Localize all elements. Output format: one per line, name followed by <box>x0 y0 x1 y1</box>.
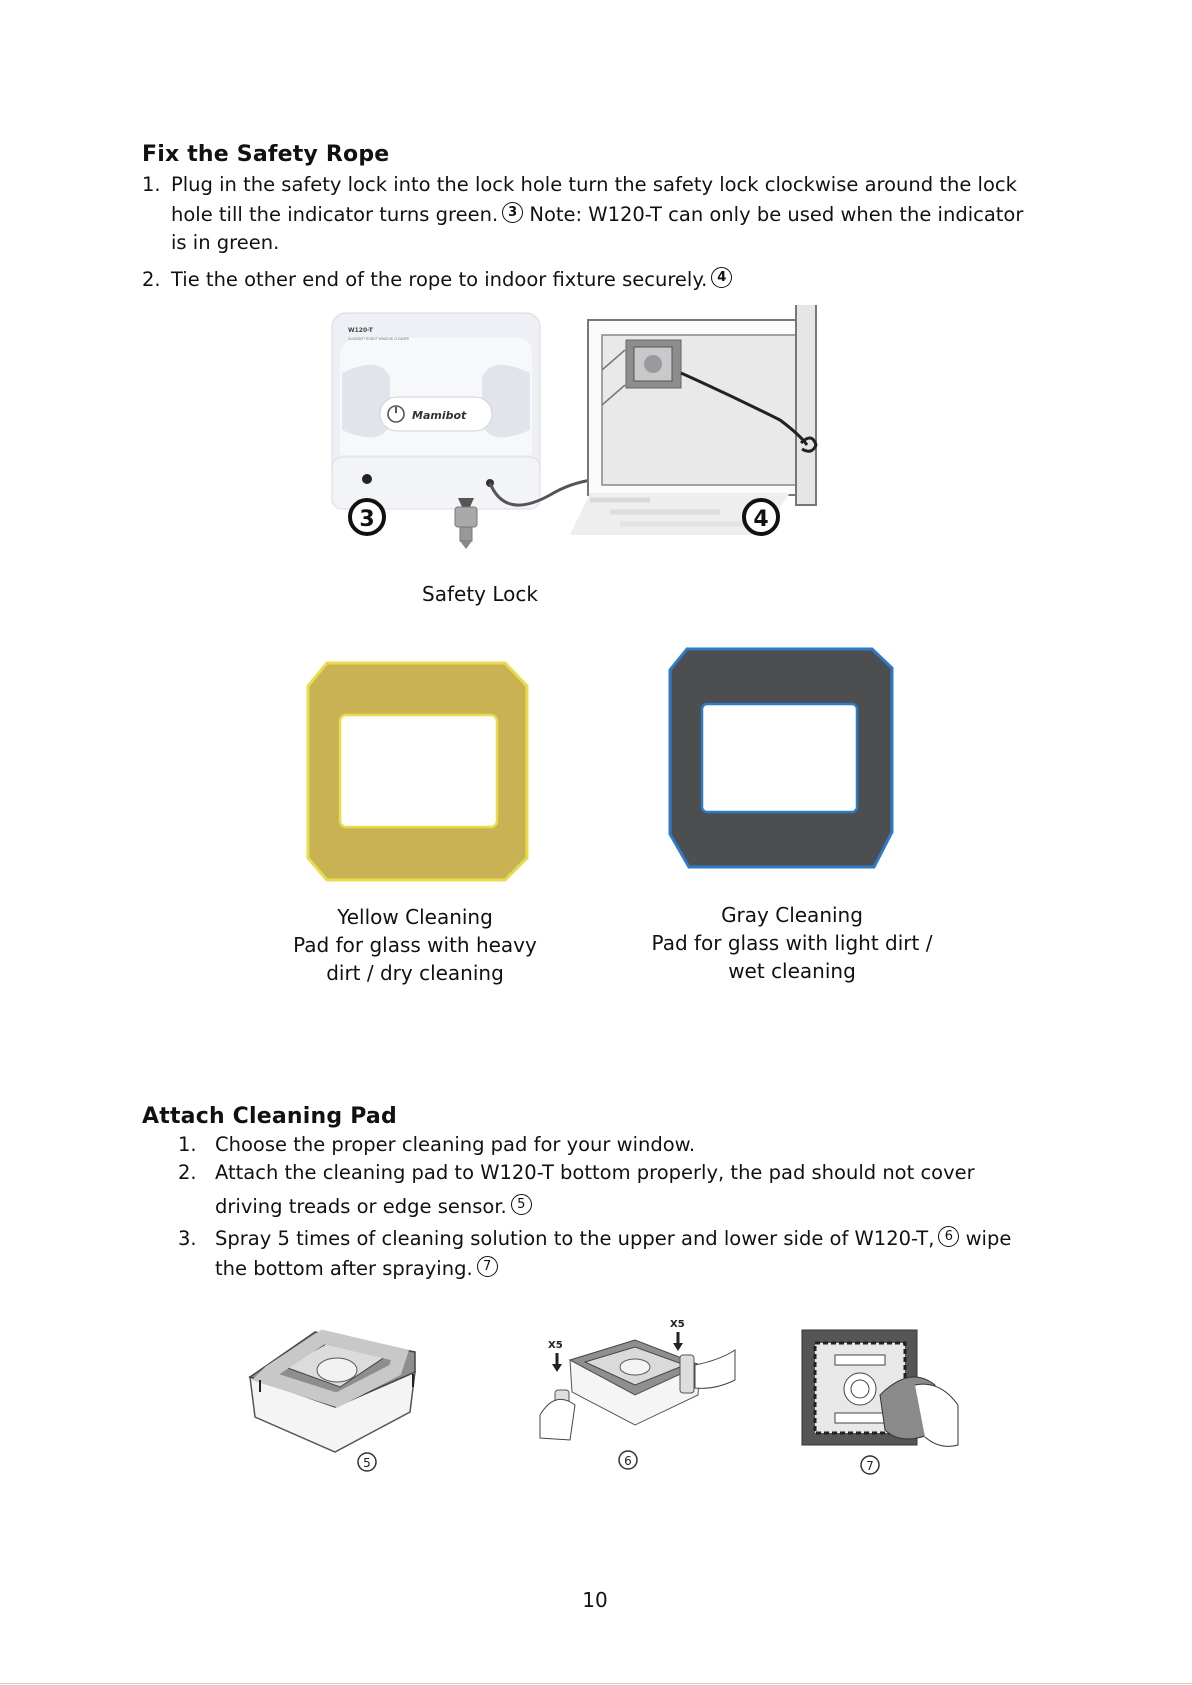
list-text: hole till the indicator turns green. <box>171 203 499 226</box>
caption-line: wet cleaning <box>728 959 856 983</box>
list-text-line2 <box>171 201 1023 229</box>
section-heading-attach-pad: Attach Cleaning Pad <box>142 1104 397 1129</box>
step-badge-3-label: 3 <box>359 507 375 532</box>
caption-line: Yellow Cleaning <box>337 905 493 929</box>
yellow-pad-image <box>305 658 530 888</box>
spray-count-right: X5 <box>670 1320 685 1330</box>
reference-6-icon: 6 <box>938 1226 959 1247</box>
list-number: 1. <box>178 1133 197 1156</box>
safety-lock-caption: Safety Lock <box>422 582 538 606</box>
reference-3-icon: 3 <box>502 202 523 223</box>
list-text: driving treads or edge sensor. <box>215 1195 507 1218</box>
gray-pad-caption <box>632 901 952 985</box>
list-text: is in green. <box>171 231 280 254</box>
caption-line: Pad for glass with heavy <box>293 933 537 957</box>
page-divider <box>0 1683 1192 1684</box>
list-text: Attach the cleaning pad to W120-T bottom properly, the pad should not cover <box>215 1161 975 1184</box>
reference-7-icon: 7 <box>477 1256 498 1277</box>
list-number: 2. <box>142 268 161 291</box>
step-5-label: 5 <box>363 1456 371 1470</box>
reference-5-icon: 5 <box>511 1194 532 1215</box>
step-badge-4-label: 4 <box>753 507 769 532</box>
list-text: Spray 5 times of cleaning solution to the upper and lower side of W120-T, <box>215 1227 935 1250</box>
model-label: W120-T <box>348 327 373 334</box>
spray-count-left: X5 <box>548 1340 563 1351</box>
step-6-label: 6 <box>624 1454 632 1468</box>
spray-solution-illustration <box>530 1320 740 1470</box>
attach-pad-illustration <box>245 1322 425 1472</box>
list-text: wipe <box>965 1227 1012 1250</box>
robot-device-image <box>332 313 592 509</box>
reference-4-icon: 4 <box>711 267 732 288</box>
list-number: 2. <box>178 1161 197 1184</box>
model-subtitle: GLASSBOT ROBOT WINDOW CLEANER <box>348 337 409 341</box>
list-text: Tie the other end of the rope to indoor fixture securely. <box>171 268 708 291</box>
list-text: Choose the proper cleaning pad for your window. <box>215 1133 696 1156</box>
list-text: the bottom after spraying. <box>215 1257 473 1280</box>
page-number: 10 <box>582 1588 608 1612</box>
yellow-pad-caption <box>270 903 560 987</box>
section-heading-safety-rope: Fix the Safety Rope <box>142 142 390 167</box>
caption-line: Gray Cleaning <box>721 903 863 927</box>
list-number: 1. <box>142 173 161 196</box>
caption-line: Pad for glass with light dirt / <box>651 931 933 955</box>
step-7-label: 7 <box>866 1459 874 1473</box>
list-number: 3. <box>178 1227 197 1250</box>
list-text: Plug in the safety lock into the lock hole turn the safety lock clockwise around the lock <box>171 173 1017 196</box>
wipe-bottom-illustration <box>800 1325 960 1475</box>
brand-label: Mamibot <box>412 409 467 422</box>
caption-line: dirt / dry cleaning <box>326 961 504 985</box>
gray-pad-image <box>667 646 897 871</box>
safety-rope-illustration <box>320 305 880 585</box>
window-illustration <box>570 305 816 535</box>
list-text: Note: W120-T can only be used when the indicator <box>529 203 1024 226</box>
